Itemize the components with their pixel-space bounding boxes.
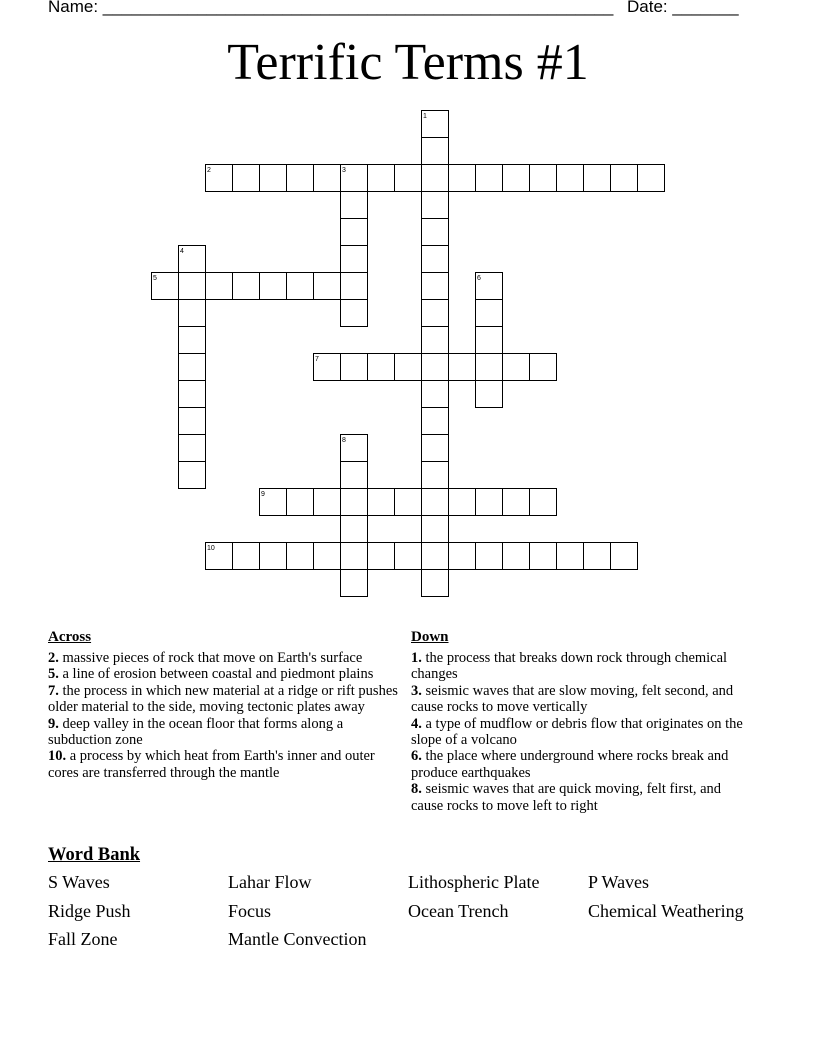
grid-cell[interactable] — [260, 165, 287, 192]
grid-cell[interactable] — [287, 543, 314, 570]
clue-text: a process by which heat from Earth's inner and outer cores are transferred through the mantle — [48, 748, 375, 781]
grid-cell[interactable] — [503, 165, 530, 192]
grid-cell[interactable] — [287, 273, 314, 300]
grid-cell[interactable] — [422, 381, 449, 408]
clue-number: 6. — [411, 748, 422, 765]
grid-cell[interactable] — [341, 489, 368, 516]
across-clue-9 — [48, 716, 408, 749]
grid-cell[interactable] — [476, 327, 503, 354]
word-bank-item: S Waves — [48, 872, 110, 892]
clue-text: the place where underground where rocks break and produce earthquakes — [411, 748, 729, 781]
down-heading: Down — [411, 629, 449, 645]
grid-cell[interactable] — [179, 408, 206, 435]
grid-cell[interactable] — [422, 489, 449, 516]
grid-cell[interactable] — [287, 165, 314, 192]
grid-cell[interactable] — [557, 543, 584, 570]
clue-text: a type of mudflow or debris flow that originates on the slope of a volcano — [411, 715, 743, 749]
across-clue-2 — [48, 650, 408, 666]
grid-cell[interactable] — [341, 273, 368, 300]
grid-cell[interactable] — [422, 543, 449, 570]
grid-cell[interactable] — [584, 543, 611, 570]
grid-cell[interactable] — [233, 165, 260, 192]
grid-number-8: 8 — [342, 437, 346, 444]
clue-number: 7. — [48, 682, 59, 699]
down-clue-list — [411, 650, 756, 814]
grid-cell[interactable] — [476, 354, 503, 381]
grid-cell[interactable] — [287, 489, 314, 516]
grid-cell[interactable] — [422, 273, 449, 300]
grid-cell[interactable] — [395, 489, 422, 516]
across-clue-list — [48, 650, 408, 781]
grid-cell[interactable] — [422, 516, 449, 543]
grid-cell[interactable] — [503, 354, 530, 381]
grid-cell[interactable] — [341, 354, 368, 381]
grid-cell[interactable] — [422, 300, 449, 327]
grid-cell[interactable] — [368, 354, 395, 381]
grid-cell[interactable] — [341, 570, 368, 597]
grid-cell[interactable] — [422, 570, 449, 597]
word-bank — [48, 872, 788, 958]
grid-cell[interactable] — [449, 165, 476, 192]
date-field[interactable]: Date: _______ — [627, 0, 739, 16]
grid-cell[interactable] — [395, 165, 422, 192]
grid-cell[interactable] — [341, 516, 368, 543]
grid-cell[interactable] — [395, 543, 422, 570]
clue-number: 3. — [411, 682, 422, 699]
grid-cell[interactable] — [422, 192, 449, 219]
grid-number-3: 3 — [342, 167, 346, 174]
grid-cell[interactable] — [314, 543, 341, 570]
grid-cell[interactable] — [530, 165, 557, 192]
grid-cell[interactable] — [341, 300, 368, 327]
grid-cell[interactable] — [611, 165, 638, 192]
clue-number: 10. — [48, 748, 67, 765]
grid-cell[interactable] — [422, 219, 449, 246]
word-bank-item: Lithospheric Plate — [408, 872, 540, 892]
grid-cell[interactable] — [341, 192, 368, 219]
grid-cell[interactable] — [422, 408, 449, 435]
word-bank-item: Ocean Trench — [408, 900, 509, 921]
grid-cell[interactable] — [179, 300, 206, 327]
down-clue-4 — [411, 716, 756, 749]
name-field[interactable]: Name: ______________________________________________________ — [48, 0, 614, 16]
across-clue-5 — [48, 666, 408, 682]
grid-number-7: 7 — [315, 356, 319, 363]
grid-cell[interactable] — [206, 273, 233, 300]
grid-number-1: 1 — [423, 113, 427, 120]
grid-cell[interactable] — [422, 435, 449, 462]
clue-text: the process that breaks down rock through chemical changes — [411, 650, 728, 683]
across-clue-10 — [48, 748, 408, 781]
down-clue-6 — [411, 748, 756, 781]
grid-cell[interactable] — [233, 273, 260, 300]
grid-cell[interactable] — [314, 165, 341, 192]
clue-number: 5. — [48, 666, 59, 683]
clue-text: seismic waves that are quick moving, felt first, and cause rocks to move left to right — [411, 781, 722, 814]
word-bank-item: Focus — [228, 900, 272, 921]
across-clue-7 — [48, 683, 408, 716]
grid-cell[interactable] — [530, 489, 557, 516]
grid-cell[interactable] — [179, 273, 206, 300]
grid-number-2: 2 — [207, 167, 211, 174]
clue-text: the process in which new material at a ridge or rift pushes older material to the side, moving tectonic plates away — [48, 682, 398, 716]
grid-cell[interactable] — [314, 489, 341, 516]
grid-cell[interactable] — [422, 462, 449, 489]
grid-cell[interactable] — [368, 543, 395, 570]
grid-cell[interactable] — [179, 462, 206, 489]
grid-cell[interactable] — [422, 246, 449, 273]
grid-cell[interactable] — [530, 543, 557, 570]
grid-number-4: 4 — [180, 248, 184, 255]
grid-number-5: 5 — [153, 275, 157, 282]
grid-cell[interactable] — [476, 489, 503, 516]
grid-number-9: 9 — [261, 491, 265, 498]
grid-cell[interactable] — [179, 327, 206, 354]
across-heading: Across — [48, 629, 92, 645]
grid-cell[interactable] — [476, 300, 503, 327]
grid-cell[interactable] — [341, 219, 368, 246]
grid-cell[interactable] — [179, 381, 206, 408]
grid-cell[interactable] — [260, 273, 287, 300]
grid-cell[interactable] — [422, 138, 449, 165]
grid-number-6: 6 — [477, 275, 481, 282]
grid-cell[interactable] — [476, 165, 503, 192]
grid-cell[interactable] — [422, 354, 449, 381]
grid-cell[interactable] — [638, 165, 665, 192]
grid-cell[interactable] — [449, 489, 476, 516]
grid-cell[interactable] — [314, 273, 341, 300]
grid-cell[interactable] — [557, 165, 584, 192]
grid-cell[interactable] — [476, 381, 503, 408]
grid-cell[interactable] — [368, 165, 395, 192]
grid-cell[interactable] — [503, 543, 530, 570]
grid-cell[interactable] — [530, 354, 557, 381]
grid-cell[interactable] — [503, 489, 530, 516]
word-bank-item: Chemical Weathering — [588, 900, 744, 921]
grid-cell[interactable] — [395, 354, 422, 381]
grid-cell[interactable] — [368, 489, 395, 516]
down-clue-3 — [411, 683, 756, 716]
grid-cell[interactable] — [341, 543, 368, 570]
clue-number: 4. — [411, 715, 422, 732]
down-clue-1 — [411, 650, 756, 683]
word-bank-item: Mantle Convection — [228, 929, 367, 949]
grid-cell[interactable] — [341, 246, 368, 273]
word-bank-item: Fall Zone — [48, 929, 118, 949]
grid-cell[interactable] — [422, 165, 449, 192]
clue-number: 2. — [48, 650, 59, 666]
grid-cell[interactable] — [233, 543, 260, 570]
grid-number-10: 10 — [207, 545, 215, 552]
grid-cell[interactable] — [449, 543, 476, 570]
grid-cell[interactable] — [341, 462, 368, 489]
clue-number: 9. — [48, 715, 59, 732]
grid-cell[interactable] — [611, 543, 638, 570]
word-bank-item: Lahar Flow — [228, 872, 312, 892]
word-bank-title: Word Bank — [48, 845, 141, 865]
clue-number: 8. — [411, 781, 422, 798]
clue-text: seismic waves that are slow moving, felt second, and cause rocks to move vertically — [411, 682, 734, 716]
grid-cell[interactable] — [476, 543, 503, 570]
clue-number: 1. — [411, 650, 422, 666]
clue-text: deep valley in the ocean floor that forms along a subduction zone — [48, 715, 344, 749]
grid-cell[interactable] — [179, 435, 206, 462]
across-clues — [48, 629, 408, 781]
page-title: Terrific Terms #1 — [227, 34, 589, 91]
grid-cell[interactable] — [449, 354, 476, 381]
grid-cell[interactable] — [422, 327, 449, 354]
word-bank-item: Ridge Push — [48, 900, 131, 921]
word-bank-item: P Waves — [588, 872, 650, 892]
clue-text: a line of erosion between coastal and piedmont plains — [58, 666, 374, 683]
grid-cell[interactable] — [260, 543, 287, 570]
down-clues — [411, 629, 756, 814]
grid-cell[interactable] — [584, 165, 611, 192]
grid-cell[interactable] — [179, 354, 206, 381]
down-clue-8 — [411, 781, 756, 814]
clue-text: massive pieces of rock that move on Earth's surface — [58, 650, 363, 666]
